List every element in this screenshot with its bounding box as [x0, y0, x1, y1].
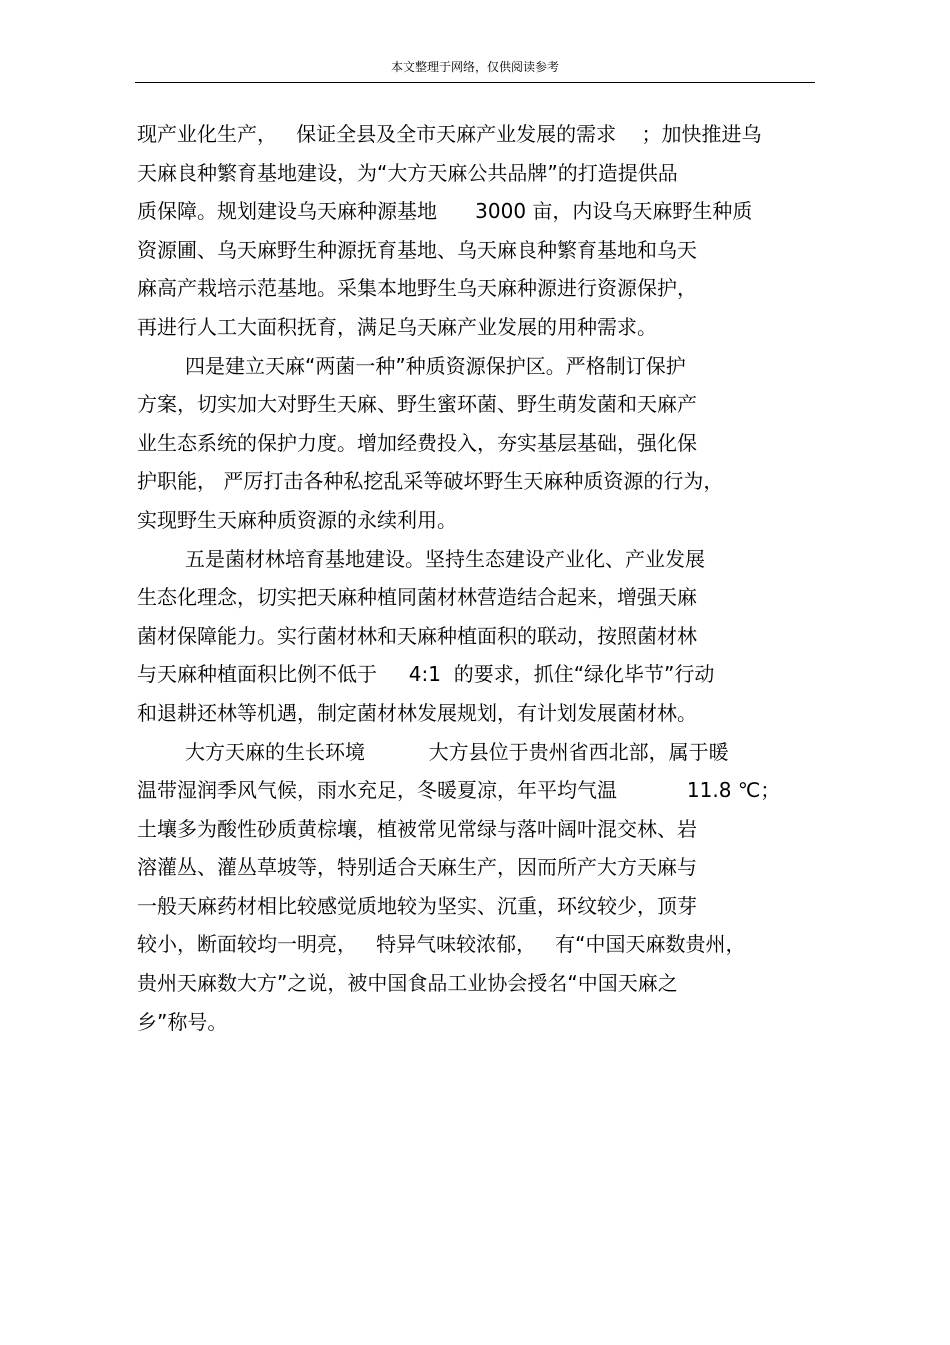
- text-line: 菌材保障能力。实行菌材林和天麻种植面积的联动，按照菌材林: [137, 623, 697, 648]
- page-header: [135, 58, 815, 83]
- text-line: 天麻良种繁育基地建设，为“大方天麻公共品牌”的打造提供品: [137, 160, 678, 185]
- text-line: 一般天麻药材相比较感觉质地较为坚实、沉重，环纹较少，顶芽: [137, 893, 697, 918]
- text-line: 业生态系统的保护力度。增加经费投入，夯实基层基础，强化保: [137, 430, 697, 455]
- text-line: 四是建立天麻“两菌一种”种质资源保护区。严格制订保护: [185, 353, 686, 378]
- text-line: 护职能， 严厉打击各种私挖乱采等破坏野生天麻种质资源的行为，: [137, 469, 724, 494]
- text-line: 五是菌材林培育基地建设。坚持生态建设产业化、产业发展: [185, 546, 705, 571]
- text-line: 贵州天麻数大方”之说，被中国食品工业协会授名“中国天麻之: [137, 971, 678, 996]
- text-line: 现产业化生产， 保证全县及全市天麻产业发展的需求 ；加快推进乌: [137, 122, 762, 146]
- text-line: 溶灌丛、灌丛草坡等，特别适合天麻生产，因而所产大方天麻与: [137, 855, 697, 880]
- document-body: [137, 115, 827, 1041]
- text-line: 麻高产栽培示范基地。采集本地野生乌天麻种源进行资源保护，: [137, 276, 697, 301]
- text-line: 再进行人工大面积抚育，满足乌天麻产业发展的用种需求。: [137, 314, 657, 339]
- text-line: 实现野生天麻种质资源的永续利用。: [137, 507, 457, 532]
- text-line: 与天麻种植面积比例不低于 4:1 的要求，抓住“绿化毕节”行动: [137, 662, 715, 687]
- text-line: 土壤多为酸性砂质黄棕壤，植被常见常绿与落叶阔叶混交林、岩: [137, 816, 697, 841]
- text-line: 和退耕还林等机遇，制定菌材林发展规划，有计划发展菌材林。: [137, 700, 697, 725]
- header-text: 本文整理于网络，仅供阅读参考: [390, 60, 559, 74]
- text-line: 温带湿润季风气候，雨水充足，冬暖夏凉，年平均气温 11.8 ℃；: [137, 778, 781, 803]
- text-line: 生态化理念，切实把天麻种植同菌材林营造结合起来，增强天麻: [137, 585, 697, 610]
- text-line: 资源圃、乌天麻野生种源抚育基地、乌天麻良种繁育基地和乌天: [137, 237, 697, 262]
- text-line: 较小，断面较均一明亮， 特异气味较浓郁， 有“中国天麻数贵州，: [137, 932, 746, 957]
- text-line: 方案，切实加大对野生天麻、野生蜜环菌、野生萌发菌和天麻产: [137, 392, 697, 417]
- text-line: 乡”称号。: [137, 1009, 228, 1034]
- text-line: 质保障。规划建设乌天麻种源基地 3000 亩，内设乌天麻野生种质: [137, 199, 753, 224]
- text-line: 大方天麻的生长环境 大方县位于贵州省西北部，属于暖: [185, 739, 729, 764]
